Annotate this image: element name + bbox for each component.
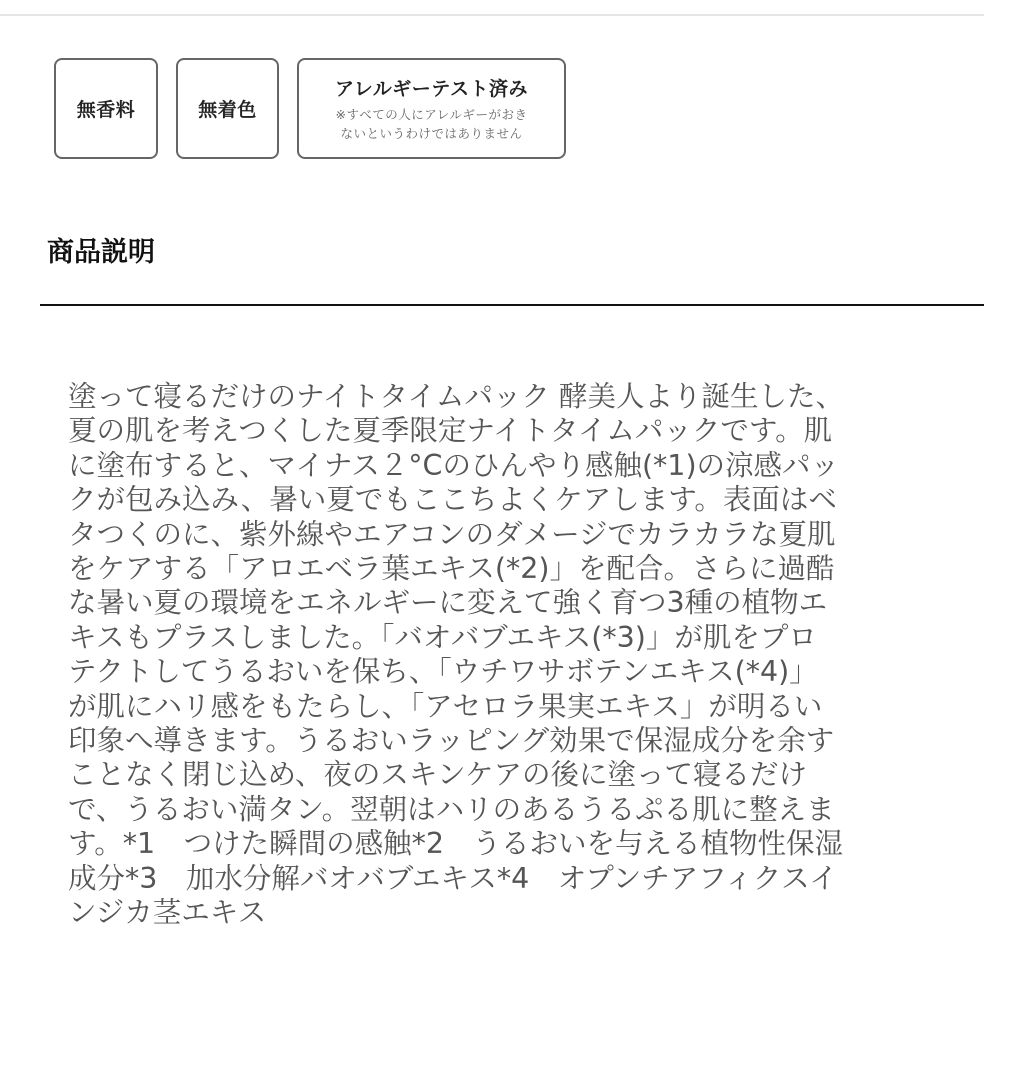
description-line: 成分*3 加水分解バオバブエキス*4 オプンチアフィクスイ — [68, 861, 838, 895]
description-line: す。*1 つけた瞬間の感触*2 うるおいを与える植物性保湿 — [68, 827, 843, 861]
description-line: 印象へ導きます。うるおいラッピング効果で保湿成分を余す — [68, 724, 835, 758]
description-line: タつくのに、紫外線やエアコンのダメージでカラカラな夏肌 — [68, 517, 836, 551]
badge-fragrance-free — [54, 58, 158, 159]
badge-label: アレルギーテスト済み — [334, 78, 528, 100]
badge-allergy-tested — [297, 58, 566, 159]
description-line: キスもプラスしました。「バオバブエキス(*3)」が肌をプロ — [68, 620, 817, 654]
description-line: に塗布すると、マイナス２°Cのひんやり感触(*1)の涼感パッ — [68, 448, 840, 482]
product-description — [68, 380, 968, 931]
description-line: をケアする「アロエベラ葉エキス(*2)」を配合。さらに過酷 — [68, 552, 835, 586]
description-line: クが包み込み、暑い夏でもここちよくケアします。表面はベ — [68, 483, 837, 517]
top-divider — [0, 14, 984, 16]
badge-note: ないというわけではありません — [340, 126, 523, 141]
badge-note: ※すべての人にアレルギーがおき — [335, 107, 528, 122]
description-line: で、うるおい満タン。翌朝はハリのあるうるぷる肌に整えま — [68, 792, 835, 826]
description-line: ンジカ茎エキス — [68, 896, 267, 930]
section-title: 商品説明 — [47, 237, 155, 268]
badge-label: 無香料 — [76, 99, 136, 121]
description-line: が肌にハリ感をもたらし、「アセロラ果実エキス」が明るい — [68, 689, 823, 723]
description-line: ことなく閉じ込め、夜のスキンケアの後に塗って寝るだけ — [68, 758, 808, 792]
description-line: な暑い夏の環境をエネルギーに変えて強く育つ3種の植物エ — [68, 586, 828, 620]
description-line: 塗って寝るだけのナイトタイムパック 酵美人より誕生した、 — [68, 380, 844, 413]
badge-label: 無着色 — [198, 99, 257, 121]
badge-colorant-free — [176, 58, 279, 159]
section-divider — [40, 304, 984, 306]
description-line: 夏の肌を考えつくした夏季限定ナイトタイムパックです。肌 — [68, 414, 833, 448]
description-line: テクトしてうるおいを保ち、「ウチワサボテンエキス(*4)」 — [68, 655, 818, 689]
